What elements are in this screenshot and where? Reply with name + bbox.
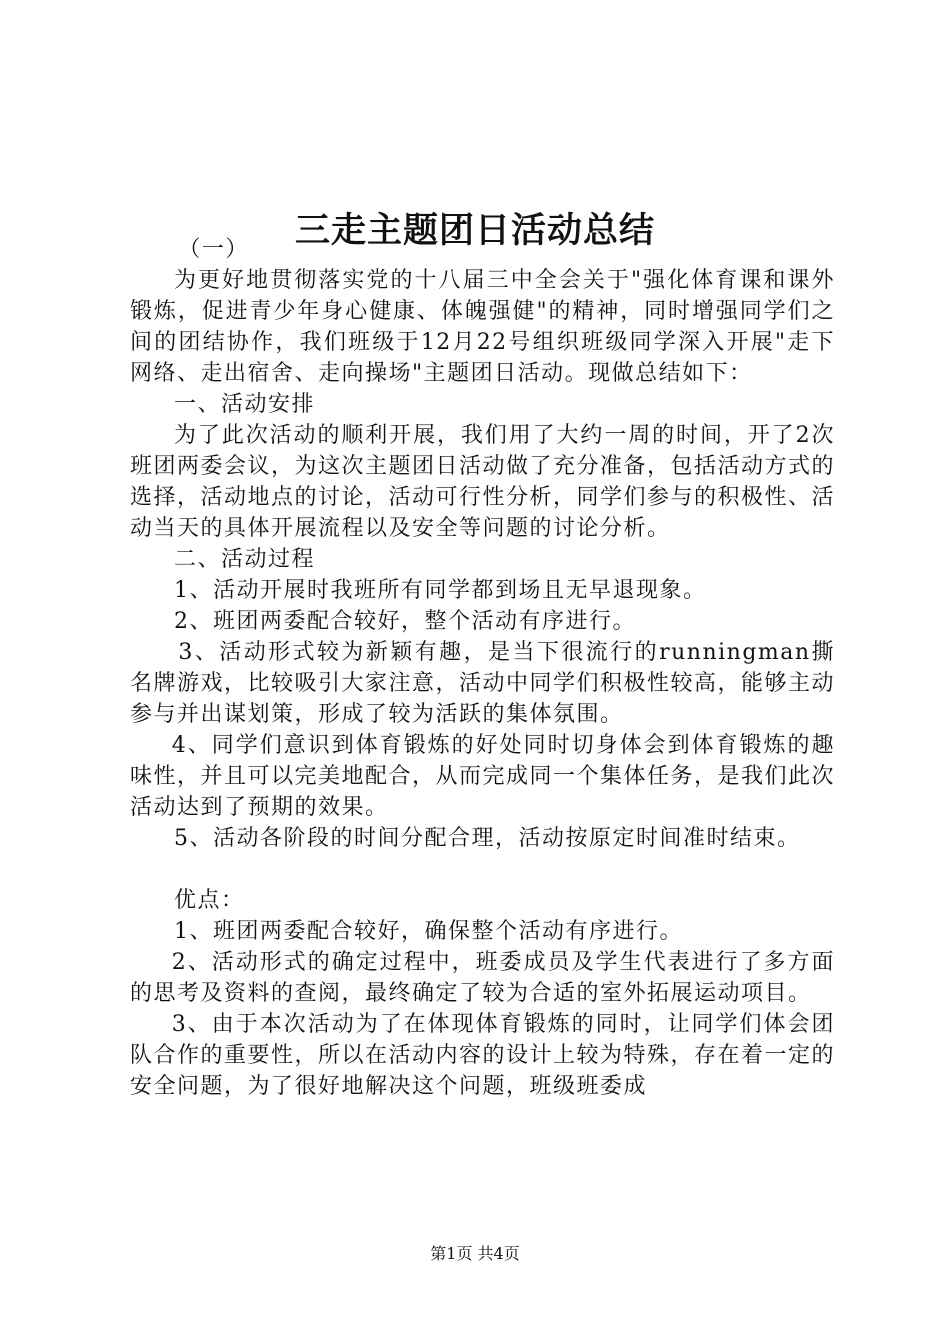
intro-paragraph: 为更好地贯彻落实党的十八届三中全会关于"强化体育课和课外锻炼，促进青少年身心健康、体魄强健"的精神，同时增强同学们之间的团结协作，我们班级于12月22号组织班级同学深入开展"走下网络、走出宿舍、走向操场"主题团日活动。现做总结如下： bbox=[130, 268, 836, 386]
page-footer: 第1页 共4页 bbox=[430, 1244, 520, 1263]
advantage-item-2: 2、活动形式的确定过程中，班委成员及学生代表进行了多方面的思考及资料的查阅，最终确定了较为合适的室外拓展运动项目。 bbox=[130, 950, 835, 1006]
section-marker: （一） bbox=[178, 237, 249, 262]
document-title: 三走主题团日活动总结 bbox=[294, 210, 655, 252]
process-item-3: 3、活动形式较为新颖有趣，是当下很流行的runningman撕名牌游戏，比较吸引大家注意，活动中同学们积极性较高，能够主动参与并出谋划策，形成了较为活跃的集体氛围。 bbox=[130, 640, 836, 727]
arrangement-paragraph: 为了此次活动的顺利开展，我们用了大约一周的时间，开了2次班团两委会议，为这次主题团日活动做了充分准备，包括活动方式的选择，活动地点的讨论，活动可行性分析，同学们参与的积极性、活动当天的具体开展流程以及安全等问题的讨论分析。 bbox=[130, 423, 836, 541]
process-item-5: 5、活动各阶段的时间分配合理，活动按原定时间准时结束。 bbox=[174, 826, 801, 851]
document-body bbox=[130, 234, 835, 1102]
process-item-4: 4、同学们意识到体育锻炼的好处同时切身体会到体育锻炼的趣味性，并且可以完美地配合，从而完成同一个集体任务，是我们此次活动达到了预期的效果。 bbox=[130, 733, 836, 820]
process-item-1: 1、活动开展时我班所有同学都到场且无早退现象。 bbox=[174, 578, 707, 603]
heading-activity-arrangement: 一、活动安排 bbox=[174, 392, 316, 417]
heading-advantages: 优点： bbox=[174, 888, 245, 913]
advantage-item-3: 3、由于本次活动为了在体现体育锻炼的同时，让同学们体会团队合作的重要性，所以在活动内容的设计上较为特殊，存在着一定的安全问题，为了很好地解决这个问题，班级班委成 bbox=[130, 1012, 836, 1099]
advantage-item-1: 1、班团两委配合较好，确保整个活动有序进行。 bbox=[174, 919, 683, 944]
process-item-2: 2、班团两委配合较好，整个活动有序进行。 bbox=[174, 609, 636, 634]
blank-line bbox=[130, 854, 835, 885]
heading-activity-process: 二、活动过程 bbox=[174, 547, 316, 572]
